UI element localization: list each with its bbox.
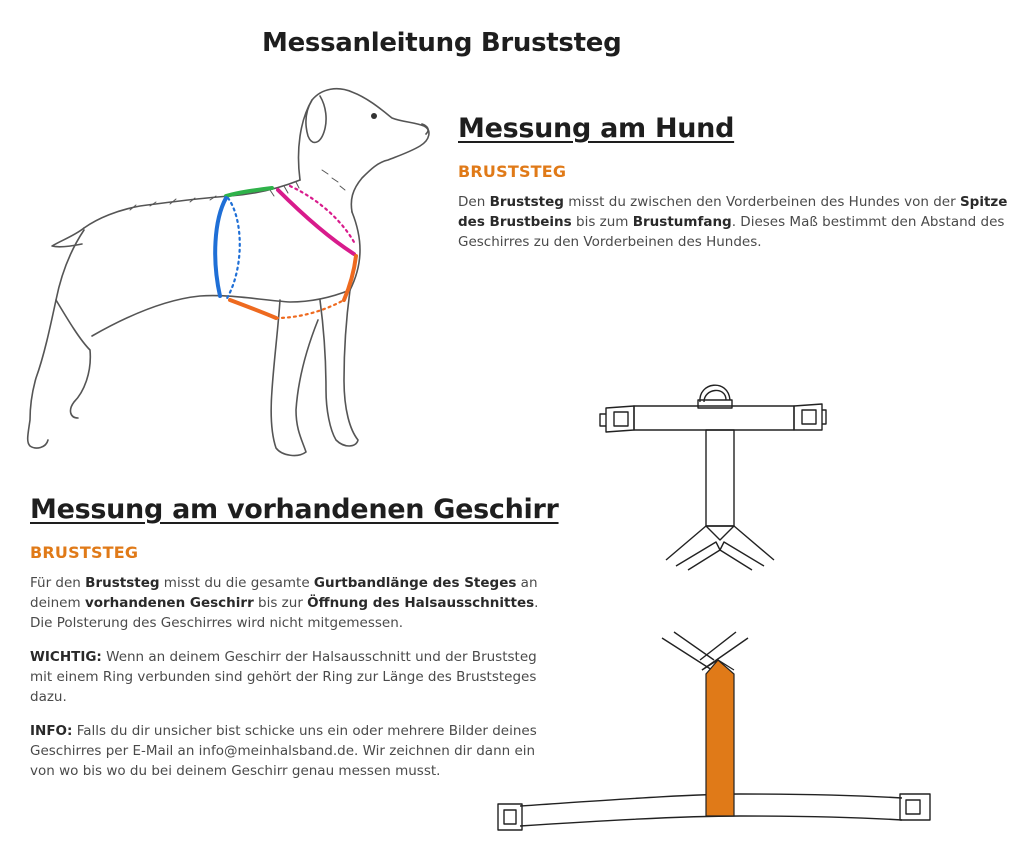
dog-illustration <box>0 0 460 470</box>
harness-paragraph-info: INFO: Falls du dir unsicher bist schicke uns ein oder mehrere Bilder deines Geschirres per E-Mail an info@meinhalsband.de. Wir zeichnen dir dann ein von wo bis wo du bei deinem Geschirr genau messen musst. <box>30 723 537 779</box>
harness-highlight-stem <box>706 660 734 816</box>
harness-paragraph-important: WICHTIG: Wenn an deinem Geschirr der Halsausschnitt und der Bruststeg mit einem Ring verbunden sind gehört der Ring zur Länge des Bruststeges dazu. <box>30 649 537 705</box>
dog-section-subheading: BRUSTSTEG <box>458 162 567 181</box>
measure-blue <box>215 198 226 296</box>
measure-blue-dotted <box>226 198 240 300</box>
measure-magenta-dotted <box>290 186 354 242</box>
measure-orange-dotted <box>276 300 344 318</box>
harness-illustration-highlighted <box>490 630 950 840</box>
page-title: Messanleitung Bruststeg <box>262 28 622 58</box>
measure-orange-bottom <box>230 300 276 318</box>
harness-section-heading: Messung am vorhandenen Geschirr <box>30 494 559 525</box>
harness-paragraph-1: Für den Bruststeg misst du die gesamte Gurtbandlänge des Steges an deinem vorhandenen Geschirr bis zur Öffnung des Halsausschnittes. Die Polsterung des Geschirres wird nicht mitgemessen. <box>30 575 539 631</box>
dog-section-text: Den Bruststeg misst du zwischen den Vorderbeinen des Hundes von der Spitze des Brustbeins bis zum Brustumfang. Dieses Maß bestimmt den Abstand des Geschirres zu den Vorderbeinen des Hundes. <box>458 194 1008 250</box>
harness-illustration-top <box>600 370 830 580</box>
measure-green <box>226 188 272 196</box>
harness-section-subheading: BRUSTSTEG <box>30 543 139 562</box>
harness-section-text <box>30 573 555 795</box>
dog-section-heading: Messung am Hund <box>458 113 735 144</box>
measure-magenta <box>278 190 354 254</box>
